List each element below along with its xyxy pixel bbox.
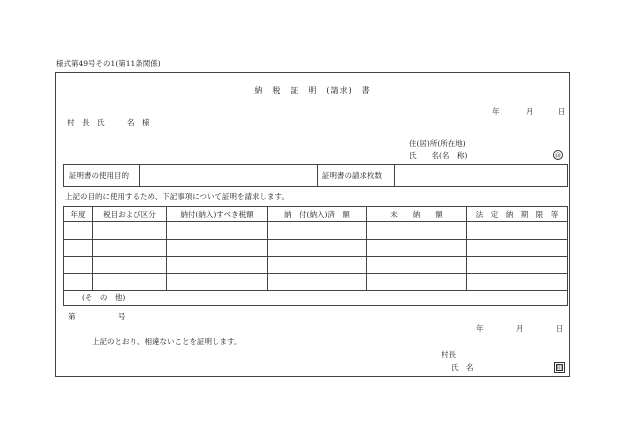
issue-date-year: 年 bbox=[476, 324, 484, 333]
issuer-name-label: 氏 名 bbox=[451, 363, 474, 372]
header-tax-item: 税目および区分 bbox=[103, 209, 156, 219]
other-label: (そ の 他) bbox=[82, 293, 126, 302]
header-amount-paid: 納 付(納入)済 額 bbox=[284, 209, 350, 219]
request-date-day: 日 bbox=[558, 107, 566, 116]
header-statutory-deadline: 法 定 納 期 限 等 bbox=[475, 209, 559, 219]
official-seal-icon: 印 bbox=[554, 362, 565, 373]
header-amount-due: 納付(納入)すべき税額 bbox=[180, 209, 254, 219]
header-fiscal-year: 年度 bbox=[70, 209, 86, 219]
certificate-statement: 上記のとおり、相違ないことを証明します。 bbox=[92, 337, 242, 346]
request-statement: 上記の目的に使用するため、下記事項について証明を請求します。 bbox=[65, 192, 289, 201]
issue-date-day: 日 bbox=[556, 324, 564, 333]
applicant-name-label: 氏 名(名 称) bbox=[409, 151, 468, 160]
table-row bbox=[64, 274, 567, 291]
request-date-year: 年 bbox=[492, 107, 500, 116]
addressee: 村 長 氏 名 様 bbox=[67, 118, 150, 127]
applicant-seal-icon: ㊞ bbox=[553, 150, 563, 160]
count-label: 証明書の請求枚数 bbox=[322, 171, 382, 180]
table-row bbox=[64, 222, 567, 239]
tax-certificate-form bbox=[55, 72, 570, 377]
issuer-title: 村長 bbox=[441, 350, 456, 359]
purpose-row bbox=[63, 164, 568, 187]
count-value[interactable] bbox=[399, 172, 559, 181]
applicant-address-label: 住(居)所(所在地) bbox=[409, 139, 466, 148]
form-title: 納 税 証 明 (請求) 書 bbox=[254, 86, 371, 95]
purpose-label: 証明書の使用目的 bbox=[69, 171, 129, 180]
table-row bbox=[64, 240, 567, 257]
certificate-number-suffix: 号 bbox=[118, 312, 126, 321]
form-number: 様式第49号その1(第11条関係) bbox=[56, 59, 161, 68]
request-date-month: 月 bbox=[526, 107, 534, 116]
header-amount-unpaid: 未 納 額 bbox=[390, 209, 443, 219]
tax-table bbox=[63, 206, 568, 306]
purpose-value[interactable] bbox=[144, 172, 314, 181]
issue-date-month: 月 bbox=[516, 324, 524, 333]
table-row bbox=[64, 257, 567, 274]
certificate-number-prefix: 第 bbox=[68, 312, 76, 321]
